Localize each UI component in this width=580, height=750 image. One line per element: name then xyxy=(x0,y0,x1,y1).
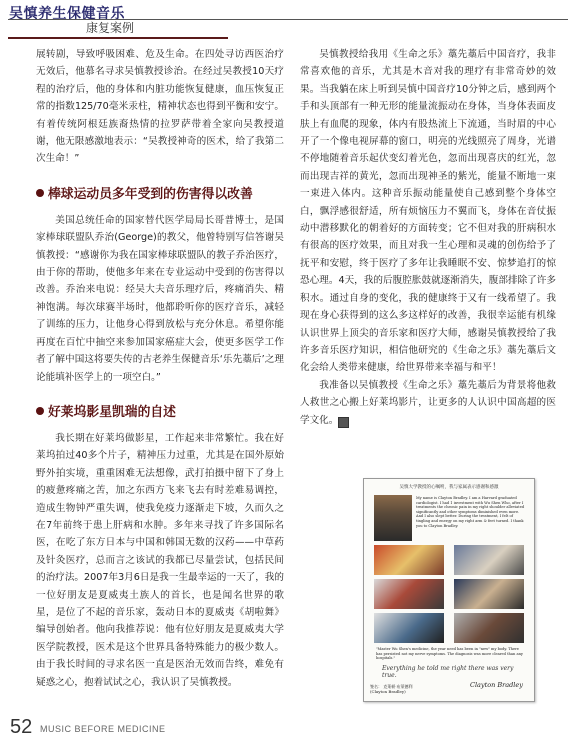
letter-heading: 吴慎大学教授的心嘱咐，我与家属表示感谢和感激 xyxy=(399,485,499,490)
page-number: 52 xyxy=(10,716,33,738)
paragraph-closing xyxy=(300,377,556,429)
letter-signature-block xyxy=(370,684,470,694)
section-label: 康复案例 xyxy=(86,21,135,35)
portrait-photo xyxy=(374,495,412,541)
bullet-icon xyxy=(36,407,44,415)
page-header xyxy=(0,0,580,40)
letter-body: My name is Clayton Bradley. I am a Harvard graduated cardiologist. I had 1 investment with Wu Shen Who, after I treatments the chronic pain in my right shoulder alleviated significantly and other symptoms diminished even more. And I also slept better. During the treatment, I felt of tingling and energy on my right arm & feet turned. I thank you to Clayton Bradley. xyxy=(416,496,525,528)
header-accent-rule xyxy=(8,37,228,39)
paragraph: 吴慎教授给我用《生命之乐》藁先藁后中国音疗，我非常喜欢他的音乐，尤其是木音对我的理疗有非常奇妙的效果。当我躺在床上听到吴慎中国音疗10分钟之后，感到两个手和头顶部有一种无形的能量流振动在身体，当身体表面皮肤上有血爬的现象，体内有股热流上下流通，当时眉的中心开了一个像电视屏幕的窗口，明亮的光线照亮了周身，光谱不停地随着音乐起伏变幻着光色，忽而出现喜庆的红光，忽而出现吉祥的黄光，忽而出现神圣的紫光，能量不断地一束一束进入体内。这种音乐振动能量使自己感到整个身体空白，飘浮感很舒适，所有烦恼压力不翼而飞，身体在音仗振动中潜移默化的朝着好的方面转变；它不但对我的肝病积水有很高的医疗效果，而且对我一生心理和灵魂的创伤给予了抚平和安慰，终于医疗了多年让我睡眠不安、惊梦追打的惊恐心理。4天，我的后腹腔胀鼓就逐渐消失，腹部排除了许多积水。通过自身的变化，我的健康终于又有一线希望了。我现在身心获得到的这么多这样好的改善，我很幸运能有机缘认识世界上顶尖的音乐家和医疗大师，感谢吴慎教授给了我许多音乐医疗知识，相信他研究的《生命之乐》藁先藁后文化会给人类带来健康，给世界带来幸福与和平！ xyxy=(300,49,556,374)
photo-thumbnail xyxy=(374,613,444,643)
end-mark-icon: 完 xyxy=(338,417,349,428)
letter-caption: "Master Wu Shen's medicine, the year need has been in "new" my body. There has persisted not my nerve symptoms. The diagnosis was more cleared than any hospitals." xyxy=(376,647,523,661)
running-footer: MUSIC BEFORE MEDICINE xyxy=(40,724,166,734)
testimonial-letter-image xyxy=(363,478,535,702)
section-heading-text: 好莱坞影星凯瑞的自述 xyxy=(48,404,176,420)
paragraph: 美国总统任命的国家替代医学局局长哥普博士，是国家棒球联盟队乔治(George)的教父，他曾特别写信答谢吴慎教授：“感谢你为我在国家棒球联盟队的教子乔治医疗，由于你的帮助，使他多年来在专业运动中受到的伤害得以改善。乔治来电说：经吴大夫音乐理疗后，疼痛消失、精神饱满。每次球赛半场时，他都聆听你的医疗音乐，减轻了训练的压力，让他身心得到放松与充分休息。希望你能再度在百忙中抽空来参加国家癌症大会，使更多医学工作者了解中国这将要失传的古老养生保健音乐‘乐先藁后’之理论能填补医学上的一项空白。” xyxy=(36,214,284,383)
magazine-title: 吴慎养生保健音乐 xyxy=(9,6,125,22)
photo-thumbnail xyxy=(374,545,444,575)
section-heading-baseball xyxy=(36,186,284,204)
section-heading-hollywood xyxy=(36,404,284,422)
left-column xyxy=(36,46,284,691)
photo-thumbnail xyxy=(454,579,524,609)
handwritten-signature: Clayton Bradley xyxy=(470,681,523,689)
signer-name-en: (Clayton Bradley) xyxy=(370,689,406,694)
handwritten-note: Everything he told me right there was very true. xyxy=(382,665,514,679)
right-column xyxy=(300,46,556,429)
signer-name: 克莱顿·布莱德利 xyxy=(383,684,413,689)
paragraph: 我长期在好莱坞做影星，工作起来非常繁忙。我在好莱坞拍过40多个片子，精神压力过重，尤其是在国外原始野外拍实境，重重困难无法想像，武打拍摄中留下了身上的疲惫疼痛之苦，加之东西方飞来飞去有时差难易调控，造成生物钟严重失调，使我免疫力逐渐走下坡，久而久之在7年前终于患上肝病和水肿。多年来寻找了许多国际名医，在吃了东方日本与中国和韩国无数的汉药——中草药及针灸医疗，总而言之该试的我都已尽量尝试，包括民间的治疗法。2007年3月6日是我一生最幸运的一天了，我的一位好朋友是夏威夷土族人的首长，也是闻名世界的歌星，是位了不起的音乐家，轰动日本的夏威夷《胡啦舞》编导创始者。他向我推荐说：他有位好朋友是夏威夷大学医学院教授，医术是这个世界具备特殊能力的极少数人。由于我长时间的寻求名医一直是医治无效而告终，难免有疑惑之心，抱着试试之心，我认识了吴慎教授。 xyxy=(36,432,284,688)
photo-thumbnail xyxy=(454,545,524,575)
bullet-icon xyxy=(36,189,44,197)
paragraph-continuation: 展转剧，导致呼吸困难、危及生命。在四处寻访西医治疗无效后，他慕名寻求吴慎教授诊治。在经过吴教授10天疗程的治疗后，他的身体和内脏功能恢复健康，血压恢复正常的指数125/70毫米汞柱，精神状态也得到平衡和安宁。有着传统阿根廷族裔热情的拉罗萨带着全家向吴教授道谢，他无限感激地表示：“吴教授神奇的医术，给了我第二次生命！” xyxy=(36,49,284,165)
photo-thumbnail xyxy=(454,613,524,643)
signature-label: 签名： xyxy=(370,684,382,689)
paragraph-text: 我准备以吴慎教授《生命之乐》藁先藁后为背景将他救人救世之心搬上好莱坞影片，让更多的人认识中国高超的医学文化。 xyxy=(300,379,556,426)
section-heading-text: 棒球运动员多年受到的伤害得以改善 xyxy=(48,186,253,202)
photo-thumbnail xyxy=(374,579,444,609)
